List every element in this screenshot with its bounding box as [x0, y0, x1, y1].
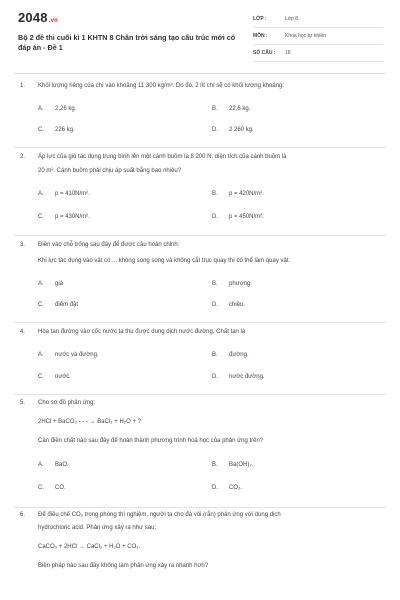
meta-value: 18: [285, 50, 291, 56]
meta-label: LỚP :: [253, 16, 267, 22]
question-text: Điền vào chỗ trống sau đây để được câu hoàn chỉnh:: [38, 242, 180, 248]
option-b[interactable]: B. p = 420N/m².: [212, 191, 264, 197]
meta-row-count: [253, 47, 383, 62]
header-divider: [14, 73, 386, 74]
logo[interactable]: 2048.vn: [18, 10, 59, 25]
question-text: hydrochloric acid. Phản ứng xảy ra như sau:: [38, 525, 157, 531]
question-text: Hòa tan đường vào cốc nước ta thu được dung dịch nước đường. Chất tan là: [38, 329, 246, 335]
option-d[interactable]: D. chiều.: [212, 302, 246, 308]
option-d[interactable]: D. p = 450N/m².: [212, 214, 264, 220]
question-number: 5.: [20, 400, 26, 406]
option-c[interactable]: C. CO.: [38, 485, 66, 491]
question-number: 3.: [20, 242, 26, 248]
option-b[interactable]: B. 22,6 kg.: [212, 106, 251, 112]
document-title: Bộ 2 đề thi cuối kì 1 KHTN 8 Chân trời sáng tạo cấu trúc mới có đáp án - Đề 1: [18, 33, 236, 52]
question-6: [0, 508, 400, 588]
option-a[interactable]: A. giá: [38, 281, 64, 287]
question-number: 2.: [20, 154, 26, 160]
question-5: [0, 395, 400, 508]
meta-value: Lớp 8: [285, 16, 299, 22]
question-text: 20 m². Cánh buồm phải chịu áp suất bằng bao nhiêu?: [38, 168, 182, 174]
question-3: [0, 236, 400, 323]
option-c[interactable]: C. 226 kg.: [38, 127, 75, 133]
option-a[interactable]: A. nước và đường.: [38, 352, 99, 358]
reaction-equation: 2HCl + BaCO₃ - - - → BaCl₂ + H₂O + ?: [38, 419, 141, 425]
option-d[interactable]: D. nước đường.: [212, 374, 265, 380]
option-c[interactable]: C. p = 430N/m².: [38, 214, 90, 220]
option-a[interactable]: A. 2,26 kg.: [38, 106, 77, 112]
question-text: Cho sơ đồ phản ứng:: [38, 400, 95, 406]
question-list: [0, 79, 400, 588]
option-c[interactable]: C. điểm đặt: [38, 302, 79, 308]
question-text: Khi lực tác dụng vào vật có ... không song song và không cắt trục quay thì có thể làm quay vật.: [38, 258, 291, 264]
question-2: [0, 148, 400, 236]
option-b[interactable]: B. phương: [212, 281, 251, 287]
option-d[interactable]: D. CO₂.: [212, 485, 242, 491]
question-text: Khối lượng riêng của chì vào khoảng 11 300 kg/m³. Do đó, 2 lít chì sẽ có khối lượng khoảng:: [38, 83, 284, 89]
meta-label: SỐ CÂU :: [253, 50, 276, 56]
header: [0, 0, 400, 66]
question-1: [0, 79, 400, 148]
meta-row-class: [253, 13, 383, 28]
option-b[interactable]: B. Ba(OH)₂.: [212, 462, 254, 468]
meta-row-subject: [253, 30, 383, 45]
question-number: 6.: [20, 512, 26, 518]
question-text: Để điều chế CO₂ trong phòng thí nghiệm, người ta cho đá vôi (rắn) phản ứng với dung dịch: [38, 512, 281, 518]
option-c[interactable]: C. nước.: [38, 374, 71, 380]
question-text: Cần điền chất nào sau đây để hoàn thành phương trình hoá học của phản ứng trên?: [38, 438, 264, 444]
option-d[interactable]: D. 2 260 kg.: [212, 127, 254, 133]
option-b[interactable]: B. đường.: [212, 352, 249, 358]
option-a[interactable]: A. BaO.: [38, 462, 69, 468]
meta-label: MÔN :: [253, 33, 268, 39]
question-text: Biện pháp nào sau đây không làm phản ứng xảy ra nhanh hơn?: [38, 563, 209, 569]
option-a[interactable]: A. p = 410N/m².: [38, 191, 90, 197]
question-number: 4.: [20, 329, 26, 335]
reaction-equation: CaCO₃ + 2HCl → CaCl₂ + H₂O + CO₂.: [38, 544, 141, 550]
question-number: 1.: [20, 83, 26, 89]
exam-meta: [253, 13, 383, 64]
question-text: Áp lực của gió tác dụng trung bình lên một cánh buồm là 8 200 N, diện tích của cánh buồm là: [38, 154, 287, 160]
question-4: [0, 323, 400, 395]
meta-value: Khoa học tự nhiên: [285, 33, 326, 39]
